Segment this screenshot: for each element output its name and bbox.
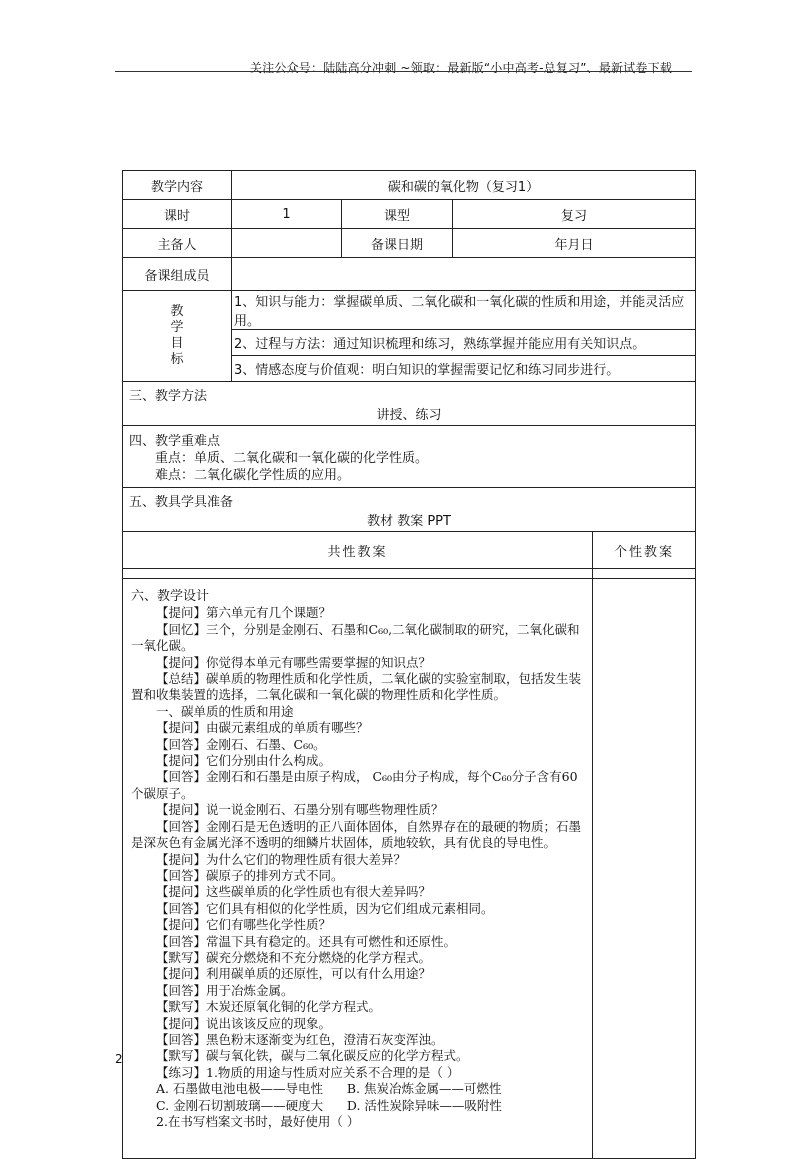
members-label: 备课组成员 [123,258,232,291]
objective-3: 3、情感态度与价值观：明白知识的掌握需要记忆和练习同步进行。 [232,356,696,382]
design-line: 【提问】由碳元素组成的单质有哪些？ [156,720,369,736]
type-value: 复习 [453,200,696,229]
design-line: 【默写】木炭还原氧化铜的化学方程式。 [156,999,382,1015]
design-line: 【提问】说出该该反应的现象。 [156,1015,332,1031]
header-rule [115,71,692,72]
option-line-1: A. 石墨做电池电极——导电性 B. 焦炭冶炼金属——可燃性 [156,1081,502,1097]
design-line: 【提问】它们分别由什么构成。 [156,753,332,769]
design-line: 【回答】它们具有相似的化学性质，因为它们组成元素相同。 [156,900,494,916]
design-line: 【总结】碳单质的物理性质和化学性质，二氧化碳的实验室制取，包括发生装置和收集装置的选择，二氧化碳和一氧化碳的物理性质和化学性质。 [131,671,582,703]
design-line: 一、碳单质的性质和用途 [156,703,294,719]
individual-plan-cell [593,579,696,1159]
difficulty-text: 难点：二氧化碳化学性质的应用。 [155,467,351,483]
design-line: 【提问】第六单元有几个课题？ [156,605,332,621]
preparer-value [232,229,342,258]
design-line: 【回答】用于冶炼金属。 [156,982,294,998]
design-line: 【回忆】三个，分别是金刚石、石墨和C₆₀,二氧化碳制取的研究，二氧化碳和一氧化碳。 [131,621,580,654]
design-title: 六、教学设计 [131,589,210,604]
methods-value: 讲授、练习 [376,408,442,423]
design-line: 【提问】它们有哪些化学性质？ [156,917,332,933]
tools-section [123,488,696,532]
design-body [131,605,584,1081]
question-2: 2.在书写档案文书时，最好使用（ ） [156,1114,360,1129]
page-header: 关注公众号：陆陆高分冲刺 ~领取：最新版“小中高考-总复习”、最新试卷下载 [250,61,673,75]
methods-title: 三、教学方法 [129,389,208,404]
design-line: 【回答】金刚石、石墨、C₆₀。 [156,736,326,752]
individual-plan-header: 个性教案 [593,532,696,569]
period-label: 课时 [123,200,232,229]
design-line: 【提问】利用碳单质的还原性，可以有什么用途？ [156,966,432,982]
design-line: 【回答】金刚石和石墨是由原子构成， C₆₀由分子构成，每个C₆₀分子含有60个碳原子。 [131,769,578,801]
spacer-right [593,569,696,579]
common-plan-header: 共性教案 [123,532,593,569]
design-line: 【回答】黑色粉末逐渐变为红色，澄清石灰变浑浊。 [156,1031,444,1047]
design-line: 【默写】碳充分燃烧和不充分燃烧的化学方程式。 [156,949,432,965]
design-line: 【提问】你觉得本单元有哪些需要掌握的知识点？ [156,654,432,670]
design-line: 【回答】常温下具有稳定的。还具有可燃性和还原性。 [156,933,457,949]
period-value: 1 [232,200,342,229]
page-number: 2 [115,1052,123,1066]
tools-title: 五、教具学具准备 [129,495,234,510]
option-line-2: C. 金刚石切割玻璃——硬度大 D. 活性炭除异味——吸附性 [156,1097,502,1113]
date-value: 年月日 [453,229,696,258]
objective-2: 2、过程与方法：通过知识梳理和练习，熟练掌握并能应用有关知识点。 [232,330,696,356]
lesson-plan-table [122,170,696,1159]
design-line: 【回答】碳原子的排列方式不同。 [156,867,344,883]
design-line: 【提问】这些碳单质的化学性质也有很大差异吗？ [156,884,432,900]
keypoints-title: 四、教学重难点 [129,433,221,449]
keypoint-text: 重点：单质、二氧化碳和一氧化碳的化学性质。 [155,450,429,466]
spacer-left [123,569,593,579]
type-label: 课型 [342,200,453,229]
design-line: 【提问】说一说金刚石、石墨分别有哪些物理性质？ [156,802,444,818]
design-line: 【练习】1.物质的用途与性质对应关系不合理的是（ ） [156,1064,460,1080]
members-value [232,258,696,291]
content-label: 教学内容 [123,171,232,200]
content-value: 碳和碳的氧化物（复习1） [232,171,696,200]
objectives-label: 教 学 目 标 [123,291,232,382]
keypoints-section [123,426,696,488]
design-line: 【回答】金刚石是无色透明的正八面体固体，自然界存在的最硬的物质；石墨是深灰色有金属光泽不透明的细鳞片状固体，质地较软，具有优良的导电性。 [131,818,582,851]
design-line: 【提问】为什么它们的物理性质有很大差异？ [156,851,407,867]
objective-1: 1、知识与能力：掌握碳单质、二氧化碳和一氧化碳的性质和用途，并能灵活应用。 [232,291,696,330]
tools-value: 教材 教案 PPT [367,514,451,529]
teaching-design [123,579,593,1159]
date-label: 备课日期 [342,229,453,258]
methods-section [123,382,696,426]
design-line: 【默写】碳与氧化铁，碳与二氧化碳反应的化学方程式。 [156,1048,469,1064]
preparer-label: 主备人 [123,229,232,258]
